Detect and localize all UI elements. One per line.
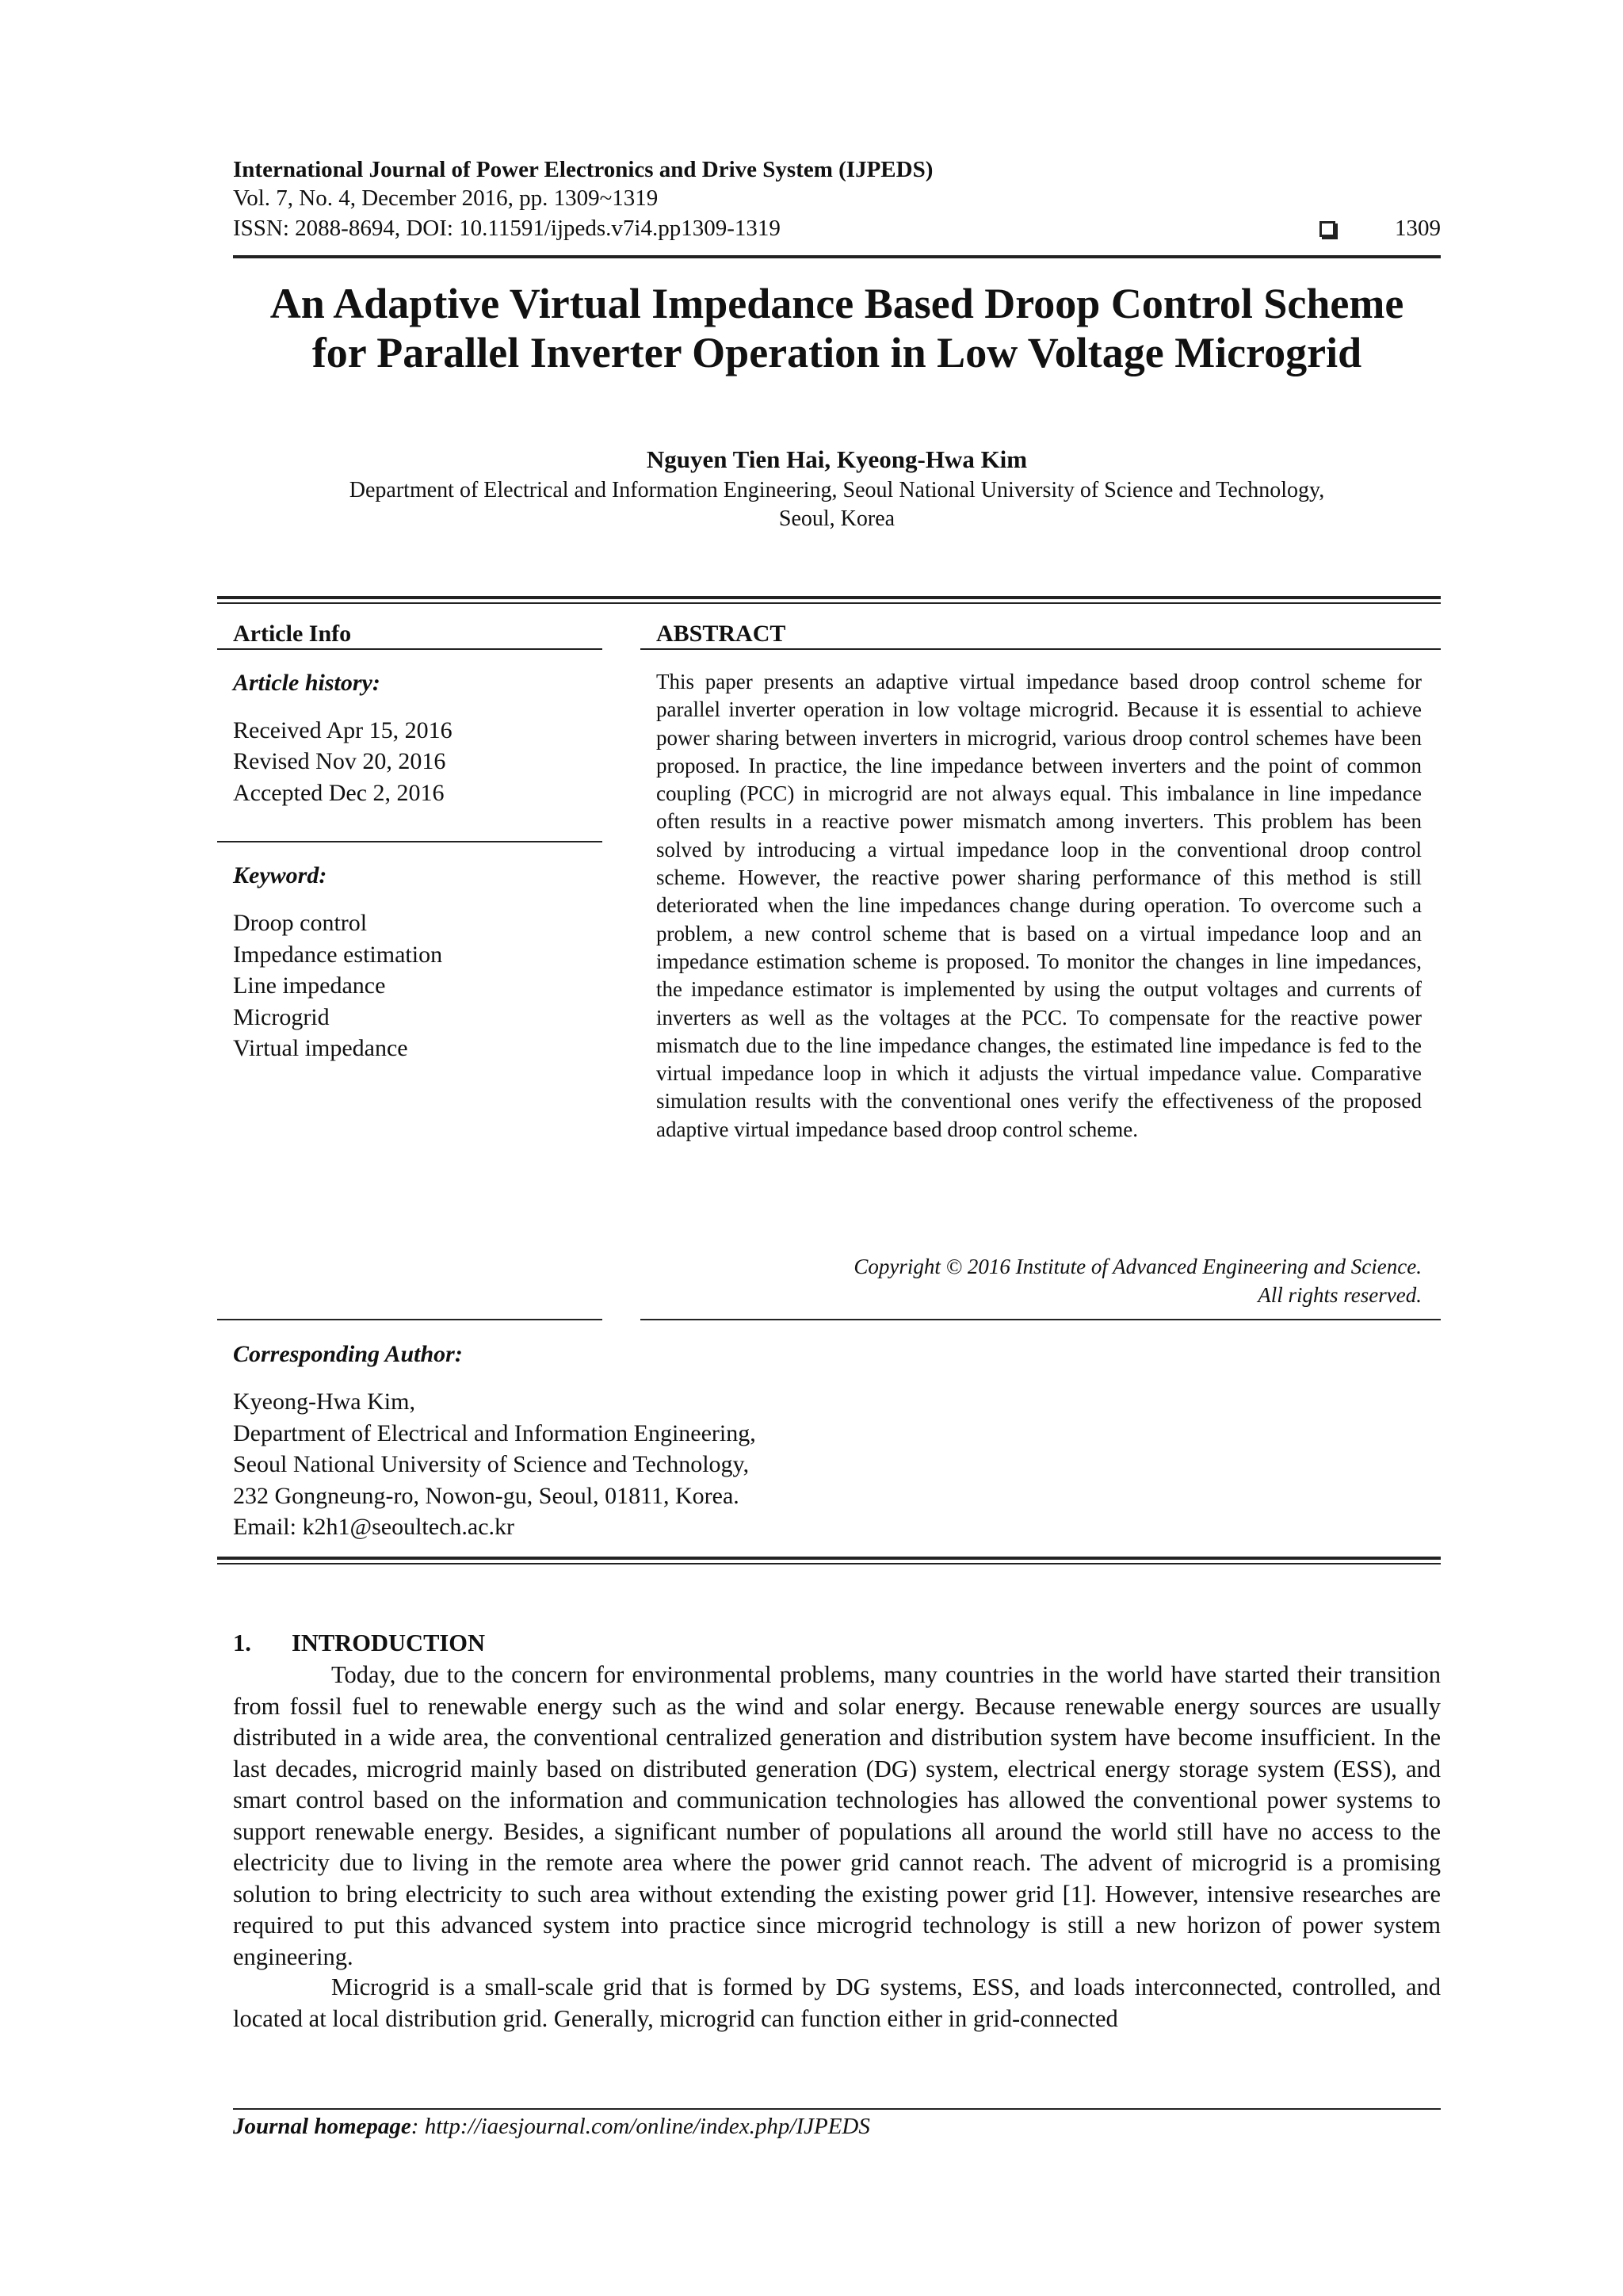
keyword-item: Microgrid	[233, 1003, 330, 1030]
corresponding-line: 232 Gongneung-ro, Nowon-gu, Seoul, 01811, Korea.	[233, 1482, 739, 1509]
footer-rule	[233, 2108, 1441, 2110]
info-box-top-rule	[217, 596, 1441, 599]
affiliation-line-2: Seoul, Korea	[778, 506, 896, 531]
corresponding-line: Seoul National University of Science and Technology,	[233, 1451, 750, 1477]
corresponding-author-heading: Corresponding Author:	[233, 1341, 463, 1367]
accepted-date: Accepted Dec 2, 2016	[233, 780, 445, 806]
affiliation-line-1: Department of Electrical and Information Engineering, Seoul National University of Science and Technology,	[349, 478, 1325, 502]
info-box-bottom-rule	[217, 1557, 1441, 1560]
keyword-item: Impedance estimation	[233, 941, 443, 968]
keyword-item: Virtual impedance	[233, 1035, 408, 1061]
corresponding-line: Kyeong-Hwa Kim,	[233, 1389, 415, 1415]
page-number: 1309	[1395, 216, 1441, 241]
homepage-label: Journal homepage	[233, 2114, 411, 2139]
abstract-heading: ABSTRACT	[656, 621, 786, 647]
abstract-body: This paper presents an adaptive virtual impedance based droop control scheme for parallel inverter operation in low voltage microgrid. Because it is essential to achieve power sharing between inverters in microgrid, various droop control schemes have been proposed. In practice, the line impedance between inverters and the point of common coupling (PCC) in microgrid are not always equal. This imbalance in line impedance often results in a reactive power mismatch among inverters. This problem has been solved by introducing a virtual impedance loop in the conventional droop control scheme. However, the reactive power sharing performance of this method is still deteriorated when the line impedances change during operation. To overcome such a problem, a new control scheme that is based on a virtual impedance loop and an impedance estimation scheme is proposed. To monitor the changes in line impedances, the impedance estimator is implemented by using the output voltages and currents of inverters as well as the voltages at the PCC. To compensate for the reactive power mismatch due to the line impedance changes, the estimated line impedance is fed to the virtual impedance loop in which it adjusts the virtual impedance value. Comparative simulation results with the conventional ones verify the effectiveness of the proposed adaptive virtual impedance based droop control scheme.	[656, 670, 1422, 1141]
copyright-line-2: All rights reserved.	[1258, 1283, 1422, 1307]
journal-name: International Journal of Power Electronics and Drive System (IJPEDS)	[233, 157, 934, 182]
article-history-heading: Article history:	[233, 670, 380, 696]
article-info-heading: Article Info	[233, 621, 352, 647]
homepage-separator: :	[411, 2114, 425, 2139]
title-line-1: An Adaptive Virtual Impedance Based Droop Control Scheme	[269, 280, 1404, 327]
keyword-item: Line impedance	[233, 972, 386, 999]
info-box-top-rule-2	[217, 602, 1441, 604]
copyright-line-1: Copyright © 2016 Institute of Advanced Engineering and Science.	[854, 1255, 1422, 1278]
checkbox-icon	[1319, 221, 1335, 237]
corresponding-author-details	[233, 1386, 756, 1543]
section-number: 1.	[233, 1629, 251, 1656]
article-info-rule	[217, 648, 602, 650]
corresponding-line: Email: k2h1@seoultech.ac.kr	[233, 1514, 515, 1540]
received-date: Received Apr 15, 2016	[233, 717, 453, 743]
section-heading: INTRODUCTION	[292, 1629, 486, 1656]
abstract-rule	[640, 648, 1441, 650]
abstract-bottom-rule	[640, 1319, 1441, 1320]
intro-paragraph-2: Microgrid is a small-scale grid that is formed by DG systems, ESS, and loads interconnected, controlled, and located at local distribution grid. Generally, microgrid can function either in grid-connected	[233, 1973, 1441, 2032]
paper-title	[233, 279, 1441, 377]
info-box-bottom-rule-2	[217, 1563, 1441, 1564]
history-rule	[217, 841, 602, 842]
keyword-list	[233, 907, 442, 1064]
corresponding-line: Department of Electrical and Information Engineering,	[233, 1419, 756, 1446]
revised-date: Revised Nov 20, 2016	[233, 748, 446, 774]
copyright-notice	[656, 1252, 1422, 1309]
article-info-bottom-rule	[217, 1319, 602, 1320]
author-affiliation	[233, 476, 1441, 533]
header-rule	[233, 255, 1441, 258]
title-line-2: for Parallel Inverter Operation in Low Voltage Microgrid	[311, 329, 1362, 376]
intro-paragraph-1: Today, due to the concern for environmental problems, many countries in the world have started their transition from fossil fuel to renewable energy such as the wind and solar energy. Because renewable energy sources are usually distributed in a wide area, the conventional centralized generation and distribution system have become insufficient. In the last decades, microgrid mainly based on distributed generation (DG) system, electrical energy storage system (ESS), and smart control based on the information and communication technologies has allowed the conventional power systems to support renewable energy. Besides, a significant number of populations all around the world still have no access to the electricity due to living in the remote area where the power grid cannot reach. The advent of microgrid is a promising solution to bring electricity to such area without extending the existing power grid [1]. However, intensive researches are required to put this advanced system into practice since microgrid technology is still a new horizon of power system engineering.	[233, 1661, 1441, 1970]
journal-issn: ISSN: 2088-8694, DOI: 10.11591/ijpeds.v7i4.pp1309-1319	[233, 216, 781, 241]
author-names: Nguyen Tien Hai, Kyeong-Hwa Kim	[646, 445, 1028, 473]
journal-volume: Vol. 7, No. 4, December 2016, pp. 1309~1319	[233, 185, 659, 211]
keyword-item: Droop control	[233, 910, 368, 936]
homepage-link[interactable]: http://iaesjournal.com/online/index.php/IJPEDS	[424, 2114, 870, 2139]
keyword-heading: Keyword:	[233, 862, 327, 888]
journal-homepage	[233, 2112, 870, 2141]
